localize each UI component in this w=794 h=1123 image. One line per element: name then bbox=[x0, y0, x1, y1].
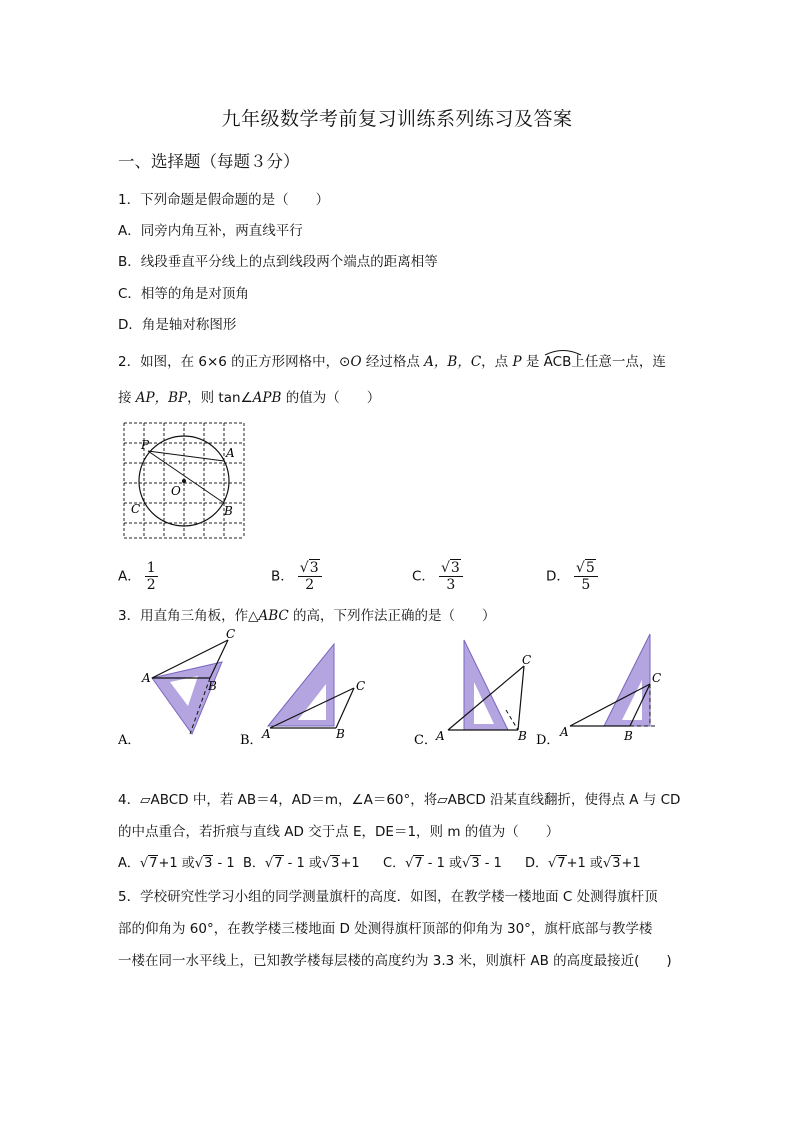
q2-o: O bbox=[350, 354, 362, 370]
q3-option-d-label: D． bbox=[536, 733, 560, 748]
height-c bbox=[506, 710, 518, 730]
fig-a-label-b: B bbox=[208, 679, 217, 693]
radicand: 3 bbox=[204, 856, 213, 871]
label-o: O bbox=[171, 484, 181, 498]
q3-figure-a bbox=[141, 627, 235, 734]
option-label: C． bbox=[383, 856, 406, 871]
q4-option-b: B．√7 - 1 或√3+1 bbox=[243, 856, 360, 871]
side-bc bbox=[336, 688, 354, 728]
q5-line1: 5．学校研究性学习小组的同学测量旗杆的高度．如图，在教学楼一楼地面 C 处测得旗杆顶 bbox=[118, 889, 658, 905]
fig-a-label-a: A bbox=[142, 671, 151, 685]
page-title: 九年级数学考前复习训练系列练习及答案 bbox=[221, 108, 573, 130]
q3-option-c-label: C． bbox=[414, 733, 437, 748]
option-text: +1 bbox=[340, 856, 360, 871]
arc-symbol bbox=[544, 349, 582, 356]
numerator: √3 bbox=[298, 560, 322, 577]
option-label: B． bbox=[271, 568, 294, 585]
radicand: 3 bbox=[309, 560, 319, 576]
option-label: B． bbox=[243, 856, 265, 871]
radicand: 3 bbox=[612, 856, 621, 871]
q2-arc bbox=[544, 354, 572, 370]
side-bc bbox=[210, 640, 228, 678]
fig-d-label-c: C bbox=[652, 671, 662, 685]
q2-text: 接 bbox=[118, 390, 136, 406]
q3-figures bbox=[118, 626, 678, 750]
segment-pb bbox=[148, 451, 224, 503]
q5-line3: 一楼在同一水平线上，已知教学楼每层楼的高度约为 3.3 米，则旗杆 AB 的高度最接近( ) bbox=[118, 953, 672, 969]
q2-option-d bbox=[546, 560, 598, 593]
option-label: A． bbox=[118, 856, 140, 871]
fig-c-label-a: A bbox=[436, 729, 445, 743]
option-text: - 1 或 bbox=[423, 856, 463, 871]
q4-option-c: C．√7 - 1 或√3 - 1 bbox=[383, 856, 502, 871]
q2-text: 经过格点 bbox=[361, 354, 425, 370]
option-label: A． bbox=[118, 568, 141, 585]
radicand: 3 bbox=[331, 856, 340, 871]
option-label: D． bbox=[546, 568, 570, 585]
option-text: +1 或 bbox=[158, 856, 195, 871]
q2-text: 的值为（ ） bbox=[281, 390, 381, 406]
q2-text: ，点 bbox=[481, 354, 513, 370]
numerator: √3 bbox=[439, 560, 463, 577]
fraction bbox=[439, 560, 463, 593]
fig-b-label-b: B bbox=[336, 727, 345, 741]
numerator: √5 bbox=[574, 560, 598, 577]
q2-line1 bbox=[118, 350, 666, 370]
denominator: 5 bbox=[581, 577, 591, 593]
q3-option-a-label: A． bbox=[118, 733, 141, 748]
q4-line1: 4．▱ABCD 中，若 AB＝4，AD＝m，∠A＝60°，将▱ABCD 沿某直线翻折，使得点 A 与 CD bbox=[118, 792, 681, 808]
section-heading: 一、选择题（每题３分） bbox=[118, 152, 300, 171]
radicand: 3 bbox=[471, 856, 480, 871]
q2-option-c bbox=[412, 560, 463, 593]
denominator: 2 bbox=[146, 577, 156, 593]
radicand: 7 bbox=[274, 856, 283, 871]
q2-option-b bbox=[271, 560, 322, 593]
q1-stem: 1．下列命题是假命题的是（ ） bbox=[118, 192, 330, 208]
fig-a-label-c: C bbox=[226, 627, 236, 641]
q5-line2: 部的仰角为 60°，在教学楼三楼地面 D 处测得旗杆顶部的仰角为 30°，旗杆底部与教学楼 bbox=[118, 921, 653, 937]
q2-text: ，则 tan∠ bbox=[187, 390, 253, 406]
fraction bbox=[574, 560, 598, 593]
q1-option-d: D．角是轴对称图形 bbox=[118, 317, 237, 333]
fraction bbox=[298, 560, 322, 593]
q2-points: A，B，C bbox=[424, 354, 482, 370]
option-label: C． bbox=[412, 568, 435, 585]
q4-option-a: A．√7+1 或√3 - 1 bbox=[118, 856, 235, 871]
q2-apb: APB bbox=[252, 390, 282, 406]
q4-option-d: D．√7+1 或√3+1 bbox=[525, 856, 641, 871]
q3-figure-d bbox=[559, 634, 661, 743]
radicand: 7 bbox=[149, 856, 158, 871]
q2-text: 上任意一点，连 bbox=[571, 354, 666, 370]
center-point bbox=[182, 479, 186, 483]
label-p: P bbox=[141, 438, 150, 452]
side-bc bbox=[518, 666, 524, 730]
option-text: +1 或 bbox=[566, 856, 603, 871]
q1-option-c: C．相等的角是对顶角 bbox=[118, 286, 249, 302]
denominator: 3 bbox=[446, 577, 456, 593]
q2-p: P bbox=[512, 354, 522, 370]
fig-d-label-a: A bbox=[560, 725, 569, 739]
fig-b-label-a: A bbox=[262, 727, 271, 741]
q2-line2 bbox=[118, 386, 380, 406]
label-c: C bbox=[131, 502, 141, 516]
fig-b-label-c: C bbox=[356, 679, 366, 693]
option-text: - 1 bbox=[213, 856, 235, 871]
q3-stem bbox=[118, 604, 496, 624]
q2-arc-label: ACB bbox=[543, 354, 572, 370]
q4-options bbox=[118, 852, 641, 871]
q2-option-a bbox=[118, 560, 158, 593]
q4-line2: 的中点重合，若折痕与直线 AD 交于点 E，DE＝1，则 m 的值为（ ） bbox=[118, 824, 560, 840]
q2-text: 2．如图，在 6×6 的正方形网格中，⊙ bbox=[118, 354, 351, 370]
option-label: D． bbox=[525, 856, 549, 871]
q1-option-a: A．同旁内角互补，两直线平行 bbox=[118, 223, 303, 239]
q3-figure-b bbox=[261, 644, 365, 741]
q2-ap-bp: AP，BP bbox=[135, 390, 188, 406]
fig-c-label-c: C bbox=[522, 653, 532, 667]
option-text: - 1 bbox=[480, 856, 502, 871]
fig-c-label-b: B bbox=[518, 729, 527, 743]
denominator: 2 bbox=[305, 577, 315, 593]
q3-text: 3．用直角三角板，作△ bbox=[118, 608, 259, 624]
q3-option-b-label: B． bbox=[240, 733, 263, 748]
radicand: 3 bbox=[450, 560, 460, 576]
option-text: - 1 或 bbox=[283, 856, 322, 871]
radicand: 7 bbox=[414, 856, 423, 871]
label-b: B bbox=[224, 504, 233, 518]
q1-option-b: B．线段垂直平分线上的点到线段两个端点的距离相等 bbox=[118, 254, 438, 270]
q3-figure-c bbox=[435, 640, 531, 743]
fraction bbox=[145, 560, 158, 593]
fig-d-label-b: B bbox=[624, 729, 633, 743]
numerator: 1 bbox=[146, 560, 156, 576]
q3-abc: ABC bbox=[258, 608, 289, 624]
q2-text: 是 bbox=[521, 354, 544, 370]
q2-grid-figure bbox=[118, 418, 250, 544]
radicand: 5 bbox=[585, 560, 595, 576]
option-text: +1 bbox=[621, 856, 641, 871]
radicand: 7 bbox=[557, 856, 566, 871]
q3-text: 的高，下列作法正确的是（ ） bbox=[288, 608, 496, 624]
label-a: A bbox=[226, 446, 235, 460]
segment-pa bbox=[148, 451, 224, 461]
